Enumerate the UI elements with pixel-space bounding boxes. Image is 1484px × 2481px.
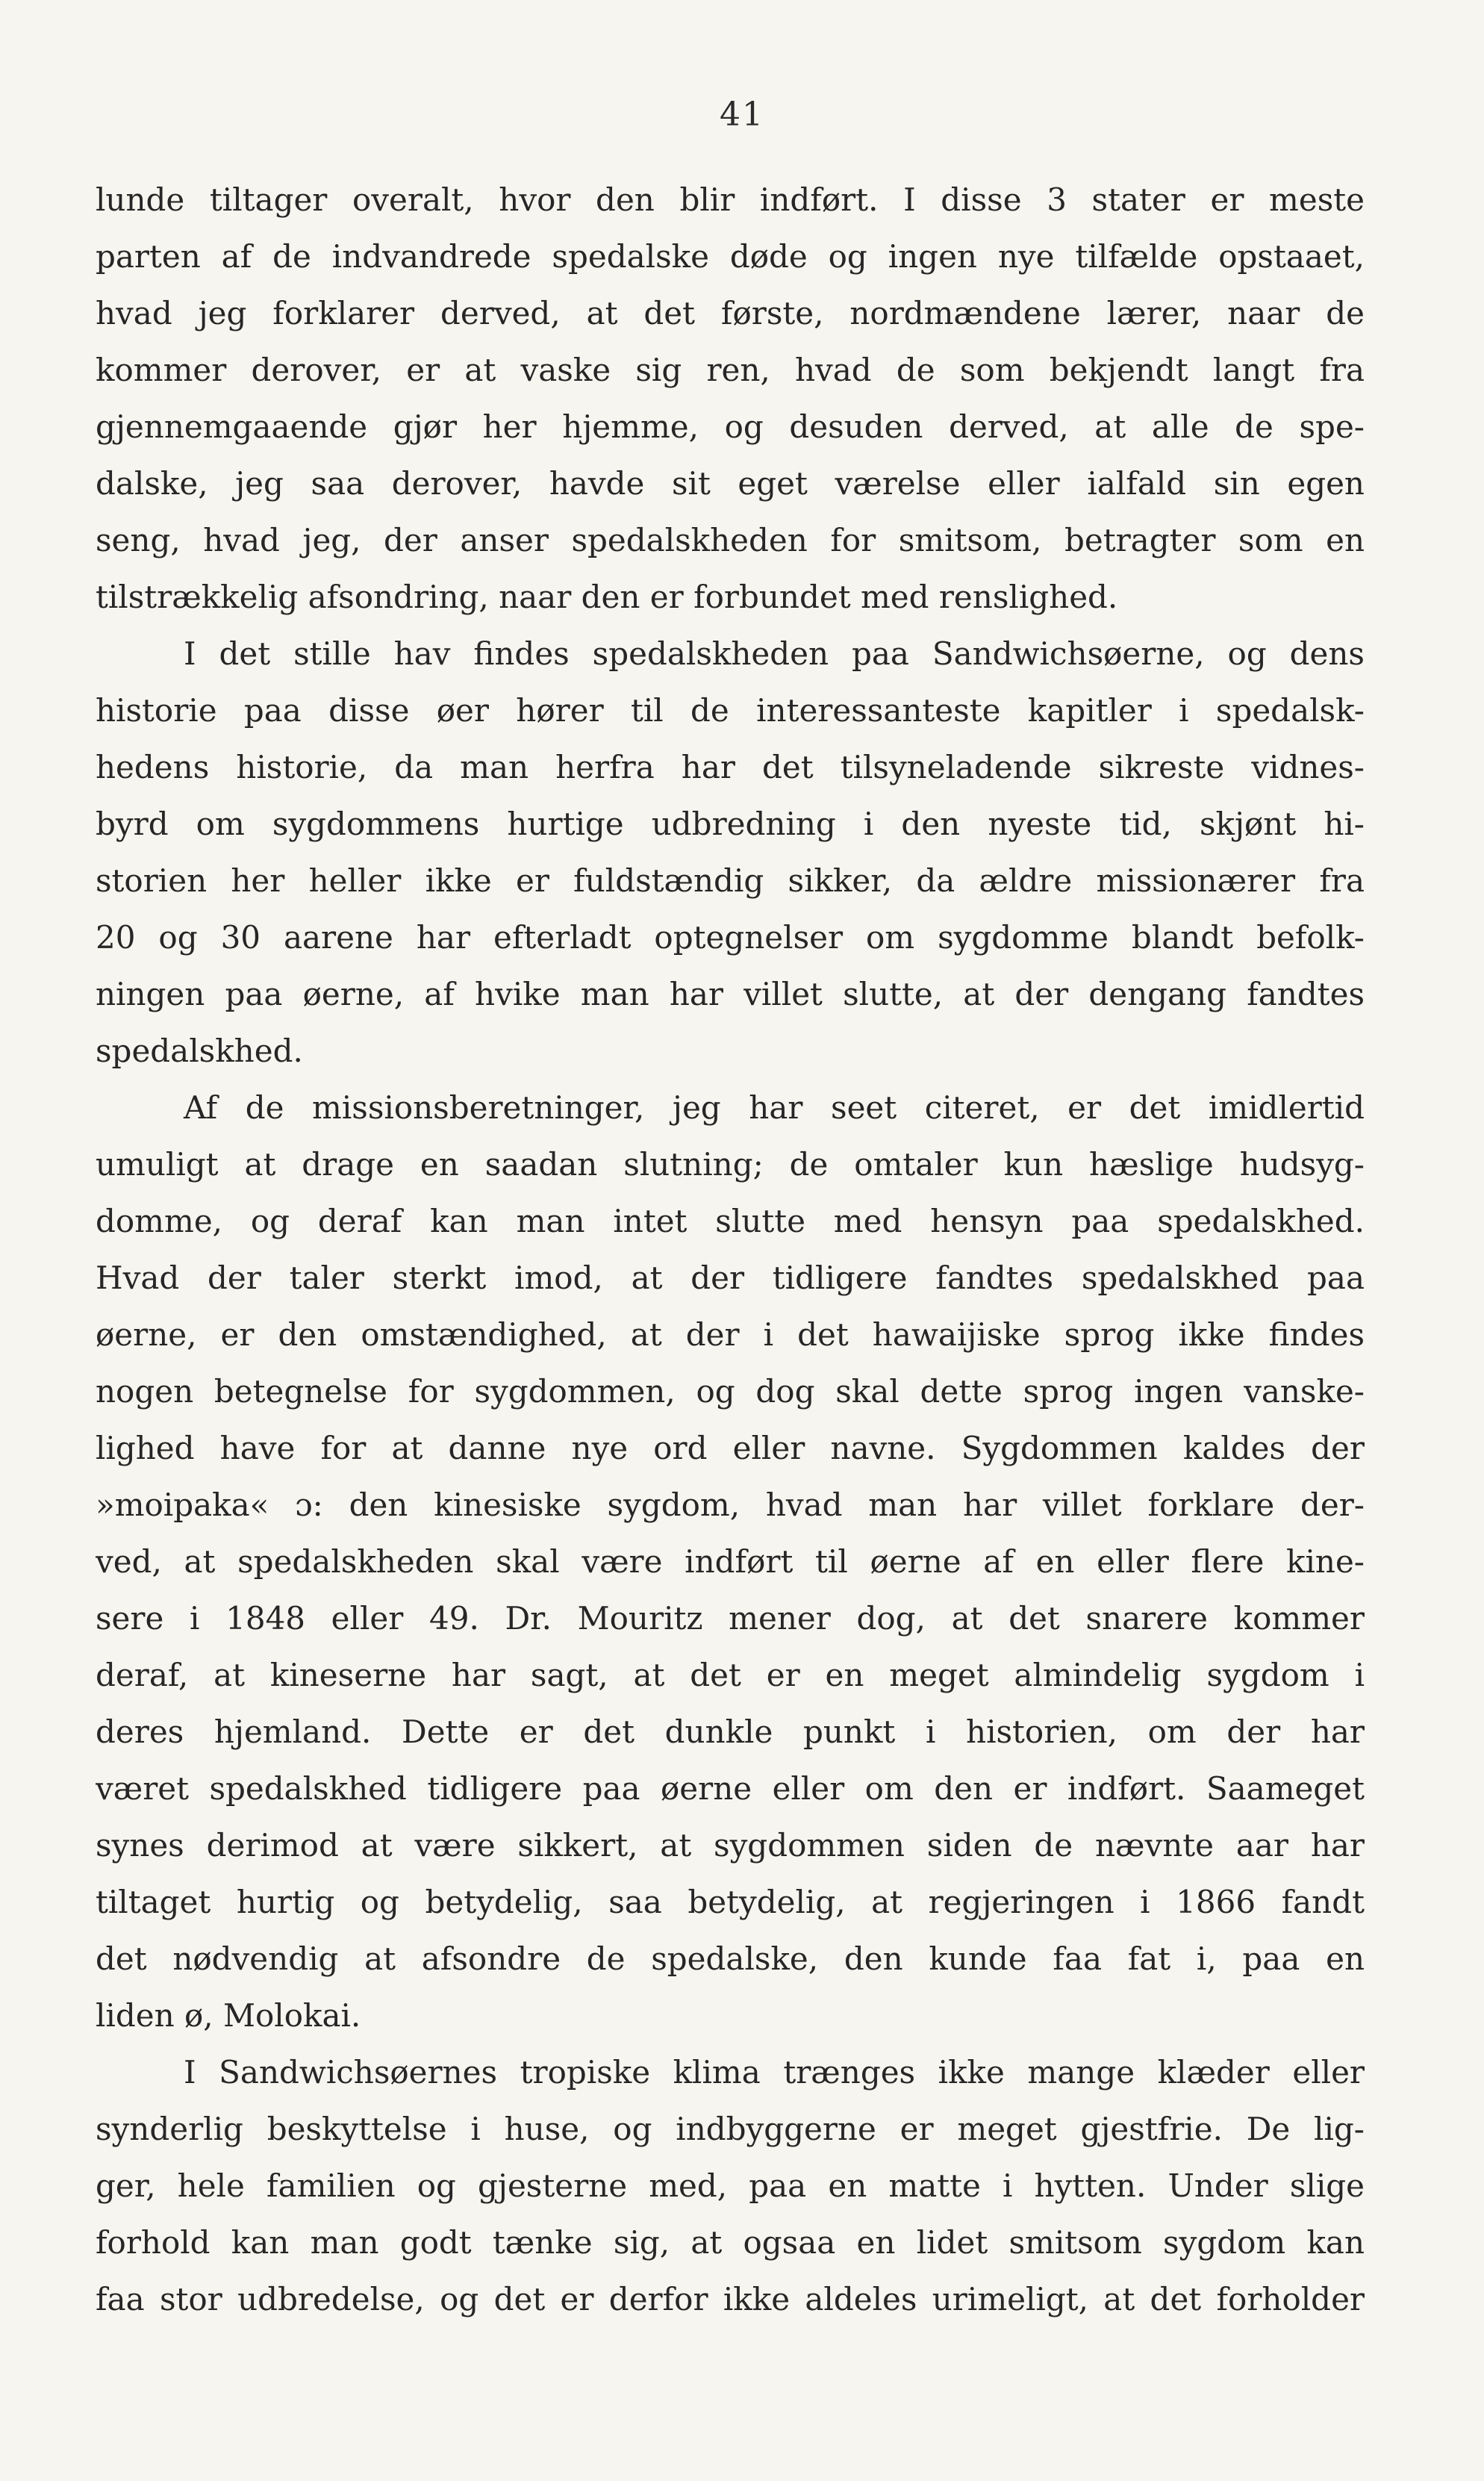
text-line: nogen betegnelse for sygdommen, og dog skal dette sprog ingen vanske- <box>96 1373 1365 1410</box>
text-line: historie paa disse øer hører til de interessanteste kapitler i spedalsk- <box>96 692 1365 729</box>
text-line: storien her heller ikke er fuldstændig sikker, da ældre missionærer fra <box>96 862 1365 899</box>
text-line: lighed have for at danne nye ord eller navne. Sygdommen kaldes der <box>96 1430 1365 1466</box>
text-line: ved, at spedalskheden skal være indført til øerne af en eller flere kine- <box>96 1543 1365 1580</box>
text-line: »moipaka« ɔ: den kinesiske sygdom, hvad man har villet forklare der- <box>96 1487 1365 1523</box>
text-line: spedalskhed. <box>96 1033 303 1069</box>
text-line: ger, hele familien og gjesterne med, paa en matte i hytten. Under slige <box>96 2167 1365 2204</box>
text-line: parten af de indvandrede spedalske døde og ingen nye tilfælde opstaaet, <box>96 238 1365 275</box>
text-line: deraf, at kineserne har sagt, at det er en meget almindelig sygdom i <box>96 1657 1365 1693</box>
text-line: dalske, jeg saa derover, havde sit eget værelse eller ialfald sin egen <box>96 465 1365 502</box>
text-line: umuligt at drage en saadan slutning; de omtaler kun hæslige hudsyg- <box>96 1146 1365 1183</box>
text-line: det nødvendig at afsondre de spedalske, den kunde faa fat i, paa en <box>96 1940 1365 1977</box>
text-line: ningen paa øerne, af hvike man har villet slutte, at der dengang fandtes <box>96 976 1365 1012</box>
text-line: Af de missionsberetninger, jeg har seet citeret, er det imidlertid <box>184 1089 1365 1126</box>
text-line: tilstrækkelig afsondring, naar den er forbundet med renslighed. <box>96 579 1118 615</box>
text-line: 20 og 30 aarene har efterladt optegnelser om sygdomme blandt befolk- <box>96 919 1365 956</box>
paragraph <box>96 1080 1365 2044</box>
text-line: været spedalskhed tidligere paa øerne eller om den er indført. Saameget <box>96 1770 1365 1807</box>
text-line: Hvad der taler sterkt imod, at der tidligere fandtes spedalskhed paa <box>96 1260 1365 1296</box>
text-line: faa stor udbredelse, og det er derfor ikke aldeles urimeligt, at det forholder <box>96 2281 1365 2317</box>
page-number: 41 <box>720 96 764 134</box>
paragraph <box>96 172 1365 626</box>
text-line: deres hjemland. Dette er det dunkle punkt i historien, om der har <box>96 1713 1365 1750</box>
text-line: synderlig beskyttelse i huse, og indbyggerne er meget gjestfrie. De lig- <box>96 2111 1365 2147</box>
paragraph <box>96 2044 1365 2328</box>
text-line: domme, og deraf kan man intet slutte med hensyn paa spedalskhed. <box>96 1203 1365 1239</box>
text-line: tiltaget hurtig og betydelig, saa betydelig, at regjeringen i 1866 fandt <box>96 1884 1365 1920</box>
text-line: gjennemgaaende gjør her hjemme, og desuden derved, at alle de spe- <box>96 408 1365 445</box>
text-line: hvad jeg forklarer derved, at det første, nordmændene lærer, naar de <box>96 295 1365 331</box>
text-line: seng, hvad jeg, der anser spedalskheden for smitsom, betragter som en <box>96 522 1365 558</box>
text-line: øerne, er den omstændighed, at der i det hawaijiske sprog ikke findes <box>96 1316 1365 1353</box>
text-line: liden ø, Molokai. <box>96 1997 361 2034</box>
text-line: lunde tiltager overalt, hvor den blir indført. I disse 3 stater er meste <box>96 181 1365 218</box>
text-line: hedens historie, da man herfra har det tilsyneladende sikreste vidnes- <box>96 749 1365 785</box>
text-line: forhold kan man godt tænke sig, at ogsaa en lidet smitsom sygdom kan <box>96 2224 1365 2261</box>
text-line: I Sandwichsøernes tropiske klima trænges ikke mange klæder eller <box>184 2054 1365 2091</box>
body-text <box>96 172 1365 2328</box>
paragraph <box>96 626 1365 1080</box>
text-line: I det stille hav findes spedalskheden paa Sandwichsøerne, og dens <box>184 635 1365 672</box>
text-line: kommer derover, er at vaske sig ren, hvad de som bekjendt langt fra <box>96 352 1365 388</box>
text-line: byrd om sygdommens hurtige udbredning i den nyeste tid, skjønt hi- <box>96 806 1365 842</box>
text-line: synes derimod at være sikkert, at sygdommen siden de nævnte aar har <box>96 1827 1365 1864</box>
text-line: sere i 1848 eller 49. Dr. Mouritz mener dog, at det snarere kommer <box>96 1600 1365 1637</box>
